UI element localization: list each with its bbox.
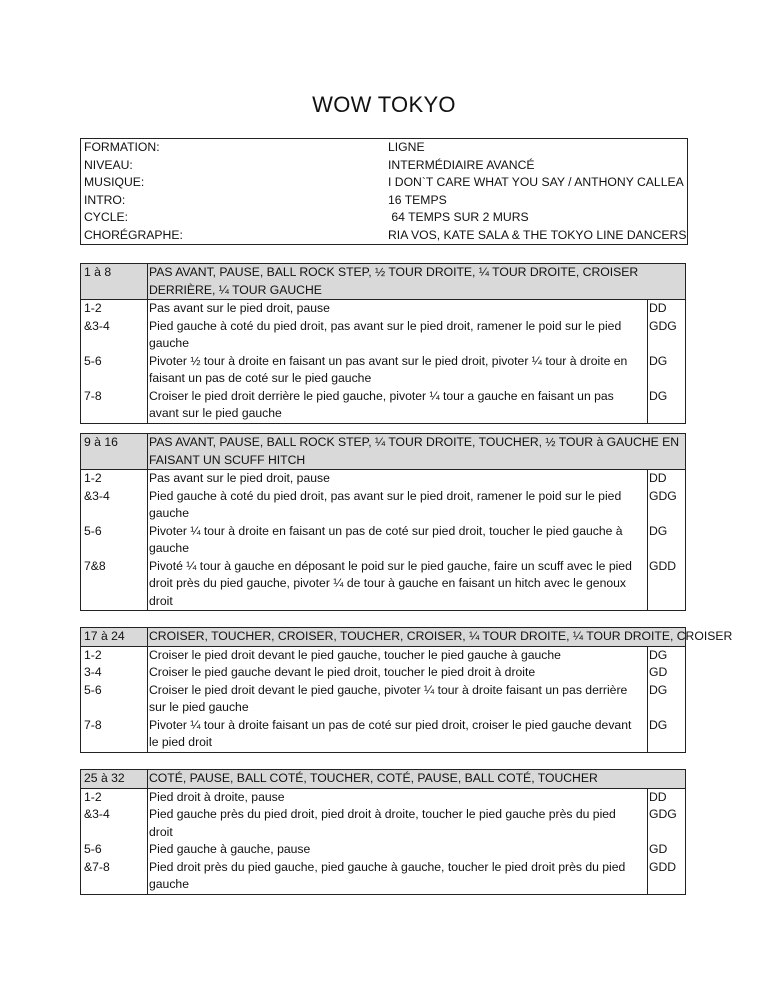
step-description: Croiser le pied droit devant le pied gauche, toucher le pied gauche à gauche — [149, 647, 561, 662]
step-description: Pivoter ¼ tour à droite faisant un pas de coté sur pied droit, croiser le pied gauche devant le pied droit — [149, 717, 632, 749]
section-range: 9 à 16 — [84, 435, 118, 449]
section-heading: PAS AVANT, PAUSE, BALL ROCK STEP, ½ TOUR DROITE, ¼ TOUR DROITE, CROISER DERRIÈRE, ¼ TOUR GAUCHE — [149, 265, 639, 297]
step-count: &3-4 — [84, 318, 110, 333]
info-label: INTRO: — [84, 192, 126, 207]
section-heading: CROISER, TOUCHER, CROISER, TOUCHER, CROISER, ¼ TOUR DROITE, ¼ TOUR DROITE, CROISER — [149, 629, 733, 643]
step-section-4 — [80, 769, 686, 895]
step-foot: DD — [649, 789, 667, 804]
section-heading: PAS AVANT, PAUSE, BALL ROCK STEP, ¼ TOUR DROITE, TOUCHER, ½ TOUR à GAUCHE EN FAISANT UN SCUFF HITCH — [149, 435, 680, 467]
step-foot: DG — [649, 388, 668, 403]
step-count: 3-4 — [84, 665, 102, 679]
step-description: Pas avant sur le pied droit, pause — [149, 471, 330, 485]
info-label: MUSIQUE: — [84, 175, 145, 189]
info-label: FORMATION: — [84, 140, 160, 154]
step-row — [81, 789, 685, 807]
step-row — [81, 647, 685, 665]
step-count: &3-4 — [84, 807, 110, 821]
column-divider — [647, 788, 648, 894]
section-range: 25 à 32 — [84, 771, 125, 785]
step-foot: DG — [649, 647, 668, 662]
info-label: CHORÉGRAPHE: — [84, 227, 183, 242]
step-count: 7&8 — [84, 558, 106, 573]
step-foot: DD — [649, 301, 667, 315]
step-count: 7-8 — [84, 388, 102, 403]
section-header — [81, 434, 685, 470]
step-section-2 — [80, 433, 686, 611]
step-foot: GD — [649, 665, 668, 679]
step-row — [81, 523, 685, 558]
step-count: 1-2 — [84, 789, 102, 804]
step-count: 5-6 — [84, 353, 102, 368]
column-divider — [647, 300, 648, 423]
info-table — [80, 138, 688, 245]
info-value: INTERMÉDIAIRE AVANCÉ — [388, 157, 535, 172]
step-description: Pivoter ¼ tour à droite en faisant un pas de coté sur pied droit, toucher le pied gauche à gauche — [149, 523, 623, 555]
step-description: Pied gauche à coté du pied droit, pas avant sur le pied droit, ramener le poid sur le pied gauche — [149, 488, 622, 520]
column-divider — [147, 770, 148, 894]
step-description: Croiser le pied gauche devant le pied droit, toucher le pied droit à droite — [149, 665, 536, 679]
info-row-cycle — [81, 209, 687, 227]
step-description: Pied gauche près du pied droit, pied droit à droite, toucher le pied gauche près du pied droit — [149, 807, 616, 839]
section-header — [81, 264, 685, 300]
info-value: LIGNE — [388, 140, 425, 154]
step-row — [81, 717, 685, 752]
step-count: 5-6 — [84, 842, 102, 856]
page-title: WOW TOKYO — [312, 92, 456, 117]
step-description: Croiser le pied droit derrière le pied gauche, pivoter ¼ tour a gauche en faisant un pas avant sur le pied gauche — [149, 388, 614, 420]
step-row — [81, 859, 685, 894]
column-divider — [647, 470, 648, 610]
info-row-intro — [81, 192, 687, 210]
step-row — [81, 841, 685, 859]
column-divider — [147, 434, 148, 610]
step-section-1 — [80, 263, 686, 424]
info-value: 16 TEMPS — [388, 192, 447, 207]
step-description: Croiser le pied droit devant le pied gauche, pivoter ¼ tour à droite faisant un pas derrière sur le pied gauche — [149, 682, 628, 714]
step-row — [81, 470, 685, 488]
column-divider — [647, 646, 648, 752]
step-foot: GDD — [649, 859, 677, 874]
step-count: 1-2 — [84, 647, 102, 662]
step-foot: DD — [649, 471, 667, 485]
step-row — [81, 488, 685, 523]
column-divider — [147, 628, 148, 752]
step-foot: DG — [649, 353, 668, 368]
info-value: I DON`T CARE WHAT YOU SAY / ANTHONY CALLEA — [388, 175, 684, 189]
step-row — [81, 353, 685, 388]
step-count: 7-8 — [84, 717, 102, 732]
step-description: Pas avant sur le pied droit, pause — [149, 301, 330, 315]
section-header — [81, 770, 685, 789]
step-foot: GDG — [649, 488, 677, 503]
step-row — [81, 664, 685, 682]
step-foot: DG — [649, 523, 668, 538]
step-foot: DG — [649, 682, 668, 697]
info-value: 64 TEMPS SUR 2 MURS — [388, 210, 529, 224]
step-foot: GDD — [649, 558, 677, 573]
step-count: 1-2 — [84, 301, 102, 315]
info-row-niveau — [81, 157, 687, 175]
section-range: 17 à 24 — [84, 629, 125, 643]
step-row — [81, 300, 685, 318]
step-row — [81, 682, 685, 717]
step-section-3 — [80, 627, 733, 753]
step-row — [81, 388, 685, 423]
section-range: 1 à 8 — [84, 265, 112, 279]
info-label: CYCLE: — [84, 210, 129, 224]
step-count: 5-6 — [84, 682, 102, 697]
step-description: Pivoté ¼ tour à gauche en déposant le poid sur le pied gauche, faire un scuff avec le pied droit près du pied gauche, pivoter ¼ de tour à gauche en faisant un hitch avec le genoux droit — [149, 558, 632, 608]
step-count: &7-8 — [84, 859, 110, 874]
step-row — [81, 806, 685, 841]
column-divider — [147, 264, 148, 423]
info-row-musique — [81, 174, 687, 192]
step-row — [81, 318, 685, 353]
info-value: RIA VOS, KATE SALA & THE TOKYO LINE DANCERS — [388, 227, 687, 242]
info-label: NIVEAU: — [84, 157, 133, 172]
step-description: Pied gauche à gauche, pause — [149, 842, 311, 856]
step-description: Pivoter ½ tour à droite en faisant un pas avant sur le pied droit, pivoter ¼ tour à droite en faisant un pas de coté sur le pied gauche — [149, 353, 628, 385]
info-row-formation — [81, 139, 687, 157]
step-count: &3-4 — [84, 488, 110, 503]
step-foot: GDG — [649, 318, 677, 333]
section-header — [81, 628, 733, 647]
step-foot: DG — [649, 717, 668, 732]
info-row-choregraphe — [81, 227, 687, 245]
step-description: Pied droit près du pied gauche, pied gauche à gauche, toucher le pied droit près du pied gauche — [149, 859, 626, 891]
step-count: 5-6 — [84, 523, 102, 538]
step-description: Pied droit à droite, pause — [149, 789, 285, 804]
step-foot: GDG — [649, 807, 677, 821]
step-foot: GD — [649, 842, 668, 856]
section-heading: COTÉ, PAUSE, BALL COTÉ, TOUCHER, COTÉ, PAUSE, BALL COTÉ, TOUCHER — [149, 771, 598, 785]
step-row — [81, 558, 685, 611]
step-count: 1-2 — [84, 471, 102, 485]
step-description: Pied gauche à coté du pied droit, pas avant sur le pied droit, ramener le poid sur le pied gauche — [149, 318, 622, 350]
